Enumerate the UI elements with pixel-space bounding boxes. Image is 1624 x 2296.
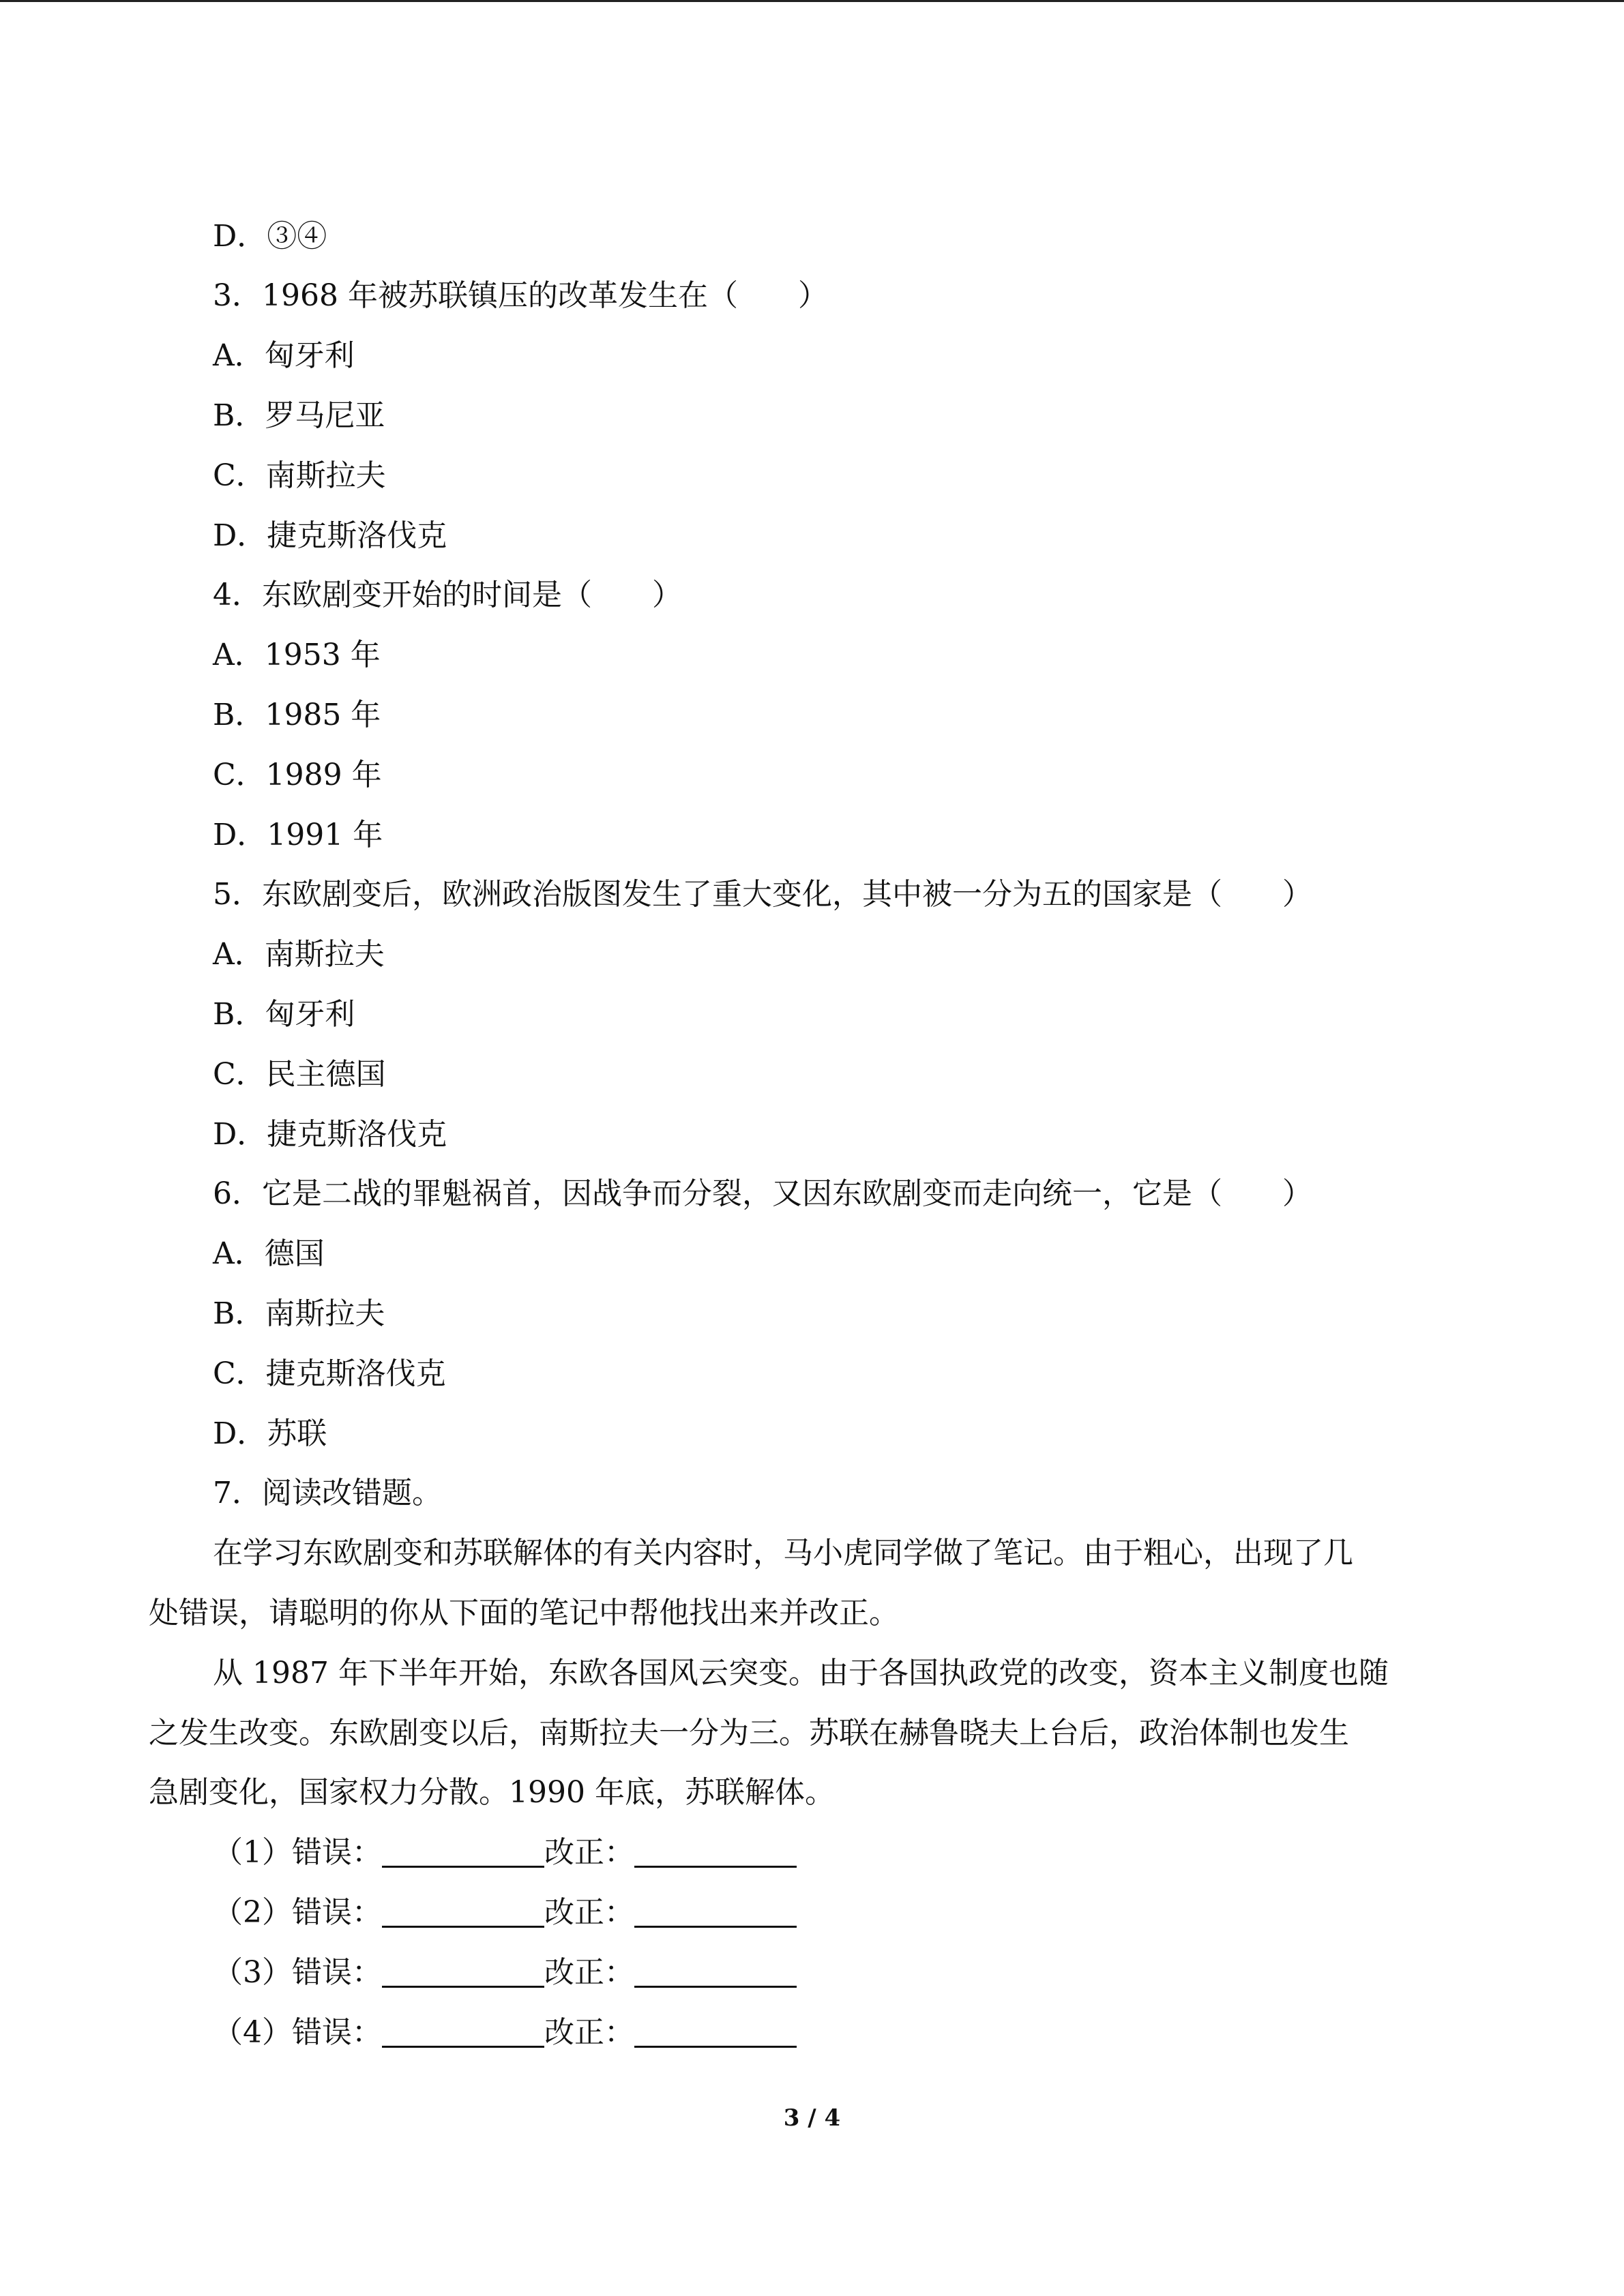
option-2d: D．③④	[213, 219, 327, 254]
option-4a: A．1953 年	[213, 638, 381, 672]
error-blank[interactable]	[382, 1836, 544, 1868]
error-label: 错误：	[292, 2015, 382, 2050]
question-4: 4．东欧剧变开始的时间是（ ）	[213, 578, 682, 612]
error-label: 错误：	[292, 1895, 382, 1930]
fill-in-row-1	[213, 1832, 797, 1873]
option-5a: A．南斯拉夫	[213, 937, 385, 972]
question-5: 5．东欧剧变后，欧洲政治版图发生了重大变化，其中被一分为五的国家是（ ）	[213, 877, 1312, 912]
correction-blank[interactable]	[634, 1896, 797, 1928]
paragraph-1-line-2: 处错误，请聪明的你从下面的笔记中帮他找出来并改正。	[149, 1596, 899, 1630]
error-blank[interactable]	[382, 1896, 544, 1928]
error-label: 错误：	[292, 1955, 382, 1990]
correction-blank[interactable]	[634, 2016, 797, 2048]
option-3b: B．罗马尼亚	[213, 398, 385, 433]
fill-in-number: （4）	[213, 2015, 292, 2050]
error-blank[interactable]	[382, 1956, 544, 1988]
option-3c: C．南斯拉夫	[213, 458, 386, 493]
error-label: 错误：	[292, 1835, 382, 1870]
option-5b: B．匈牙利	[213, 997, 355, 1032]
option-4d: D．1991 年	[213, 818, 383, 852]
correction-blank[interactable]	[634, 1836, 797, 1868]
fill-in-row-3	[213, 1952, 797, 1993]
option-5d: D．捷克斯洛伐克	[213, 1117, 447, 1152]
option-4c: C．1989 年	[213, 758, 382, 792]
fill-in-number: （2）	[213, 1895, 292, 1930]
fill-in-number: （1）	[213, 1835, 292, 1870]
correction-blank[interactable]	[634, 1956, 797, 1988]
option-6a: A．德国	[213, 1236, 325, 1271]
paragraph-2-line-2: 之发生改变。东欧剧变以后，南斯拉夫一分为三。苏联在赫鲁晓夫上台后，政治体制也发生	[149, 1716, 1349, 1750]
correction-label: 改正：	[544, 1955, 634, 1990]
question-7: 7．阅读改错题。	[213, 1476, 442, 1510]
question-6: 6．它是二战的罪魁祸首，因战争而分裂，又因东欧剧变而走向统一，它是（ ）	[213, 1176, 1312, 1211]
error-blank[interactable]	[382, 2016, 544, 2048]
option-4b: B．1985 年	[213, 698, 381, 732]
option-5c: C．民主德国	[213, 1057, 386, 1092]
correction-label: 改正：	[544, 1835, 634, 1870]
top-border	[0, 0, 1624, 2]
option-6d: D．苏联	[213, 1416, 327, 1451]
paragraph-2-line-3: 急剧变化，国家权力分散。1990 年底，苏联解体。	[149, 1775, 835, 1810]
question-3: 3．1968 年被苏联镇压的改革发生在（ ）	[213, 278, 828, 313]
page-number: 3 / 4	[783, 2104, 841, 2132]
option-3d: D．捷克斯洛伐克	[213, 518, 447, 553]
option-6c: C．捷克斯洛伐克	[213, 1356, 446, 1391]
paragraph-2-line-1: 从 1987 年下半年开始，东欧各国风云突变。由于各国执政党的改变，资本主义制度也随	[213, 1656, 1389, 1690]
fill-in-row-4	[213, 2012, 797, 2053]
paragraph-1-line-1: 在学习东欧剧变和苏联解体的有关内容时，马小虎同学做了笔记。由于粗心，出现了几	[213, 1536, 1353, 1570]
fill-in-number: （3）	[213, 1955, 292, 1990]
option-6b: B．南斯拉夫	[213, 1296, 385, 1331]
correction-label: 改正：	[544, 2015, 634, 2050]
fill-in-row-2	[213, 1892, 797, 1933]
correction-label: 改正：	[544, 1895, 634, 1930]
option-3a: A．匈牙利	[213, 338, 355, 373]
